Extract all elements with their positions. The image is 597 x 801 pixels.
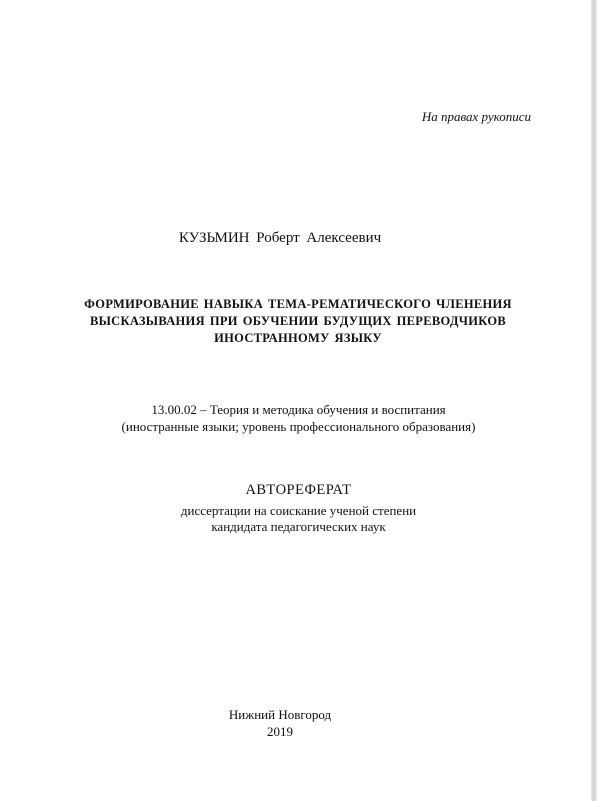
year: 2019 — [267, 724, 293, 739]
publication-place — [0, 706, 560, 740]
manuscript-rights-note: На правах рукописи — [421, 109, 531, 124]
city: Нижний Новгород — [228, 707, 332, 722]
abstract-line-1: диссертации на соискание ученой степени — [180, 503, 417, 518]
title-line-3: ИНОСТРАННОМУ ЯЗЫКУ — [214, 331, 382, 345]
specialty-detail: (иностранные языки; уровень профессионального образования) — [121, 419, 476, 434]
dissertation-title — [18, 296, 578, 347]
title-line-2: ВЫСКАЗЫВАНИЯ ПРИ ОБУЧЕНИИ БУДУЩИХ ПЕРЕВОДЧИКОВ — [89, 314, 507, 328]
specialty-code: 13.00.02 – Теория и методика обучения и воспитания — [151, 402, 446, 417]
title-line-1: ФОРМИРОВАНИЕ НАВЫКА ТЕМА-РЕМАТИЧЕСКОГО ЧЛЕНЕНИЯ — [84, 297, 512, 311]
abstract-heading: АВТОРЕФЕРАТ — [245, 482, 352, 498]
specialty-block — [0, 401, 597, 435]
abstract-description — [0, 503, 597, 535]
abstract-line-2: кандидата педагогических наук — [211, 519, 386, 534]
author-name: КУЗЬМИН Роберт Алексеевич — [178, 230, 382, 246]
